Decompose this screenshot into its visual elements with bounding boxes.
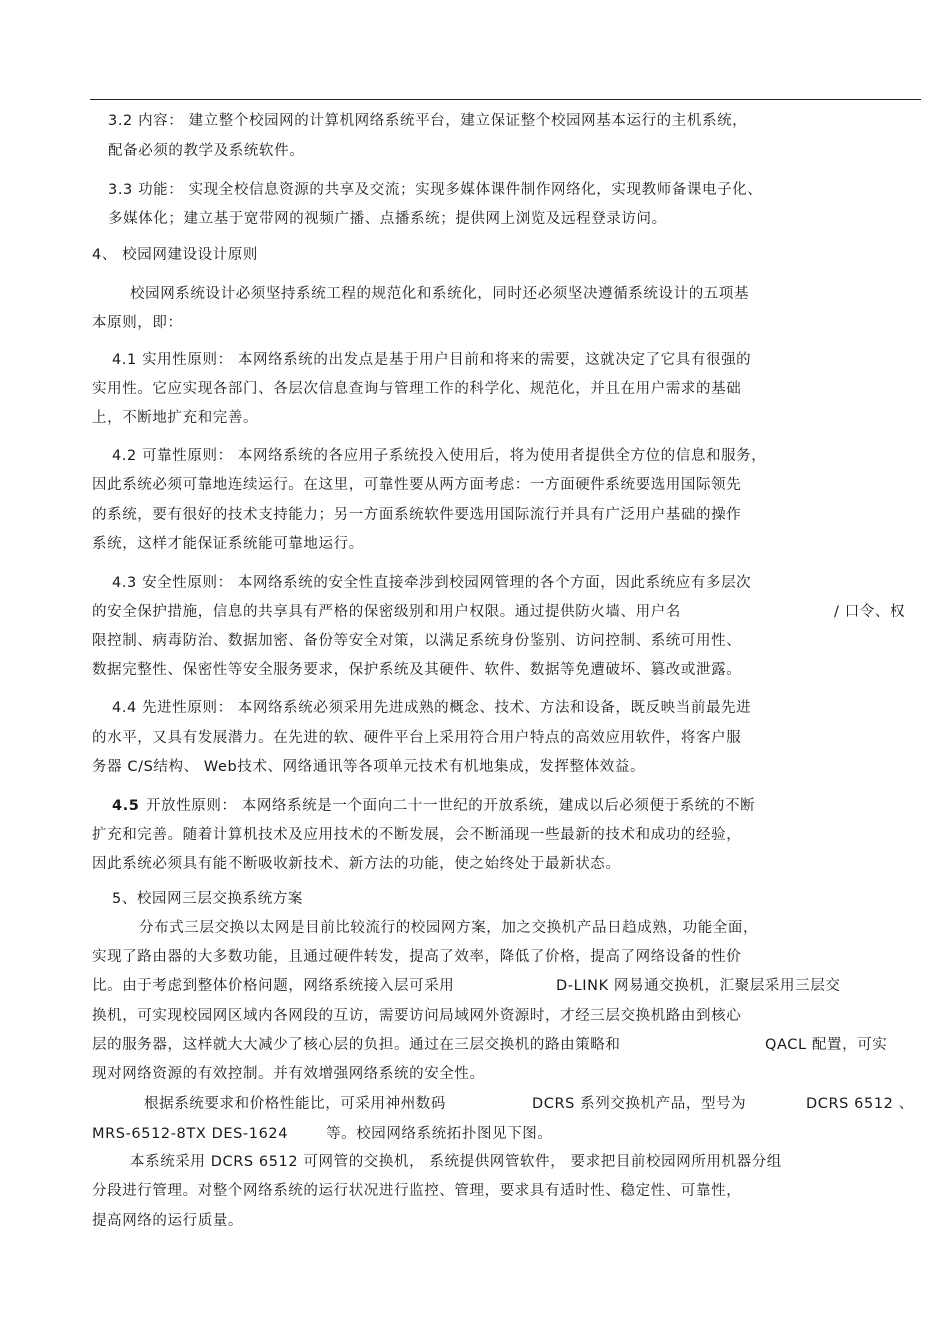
para-5a-line-3-tail: D-LINK 网易通交换机，汇聚层采用三层交 — [556, 978, 841, 994]
para-5b-line-1-tail: DCRS 6512 、 — [806, 1096, 914, 1112]
para-5b-line-2-tail: 等。校园网络系统拓扑图见下图。 — [326, 1126, 553, 1142]
section-3-2-line-1: 3.2 内容： 建立整个校园网的计算机网络系统平台，建立保证整个校园网基本运行的主机系统， — [108, 113, 748, 129]
section-4-3-line-2-tail: / 口令、权 — [834, 604, 906, 620]
section-4-1-line-3: 上，不断地扩充和完善。 — [92, 410, 259, 426]
section-4-2-line-2: 因此系统必须可靠地连续运行。在这里，可靠性要从两方面考虑：一方面硬件系统要选用国际领先 — [92, 477, 742, 493]
section-4-5-line-2: 扩充和完善。随着计算机技术及应用技术的不断发展，会不断涌现一些最新的技术和成功的经验， — [92, 827, 742, 843]
para-5a-line-5-tail: QACL 配置，可实 — [765, 1037, 888, 1053]
para-5b-line-1: 根据系统要求和价格性能比，可采用神州数码 — [144, 1096, 446, 1112]
section-4-5-line-3: 因此系统必须具有能不断吸收新技术、新方法的功能，使之始终处于最新状态。 — [92, 856, 621, 872]
para-5c-line-1: 本系统采用 DCRS 6512 可网管的交换机， 系统提供网管软件， 要求把目前校园网所用机器分组 — [130, 1154, 782, 1170]
section-4-1-line-1: 4.1 实用性原则： 本网络系统的出发点是基于用户目前和将来的需要，这就决定了它具有很强的 — [112, 352, 752, 368]
section-4-3-line-2: 的安全保护措施，信息的共享具有严格的保密级别和用户权限。通过提供防火墙、用户名 — [92, 604, 681, 620]
header-rule — [90, 99, 921, 100]
section-4-3-line-1: 4.3 安全性原则： 本网络系统的安全性直接牵涉到校园网管理的各个方面，因此系统应有多层次 — [112, 575, 752, 591]
section-4-3-line-3: 限控制、病毒防治、数据加密、备份等安全对策，以满足系统身份鉴别、访问控制、系统可用性、 — [92, 633, 742, 649]
section-4-2-line-4: 系统，这样才能保证系统能可靠地运行。 — [92, 536, 364, 552]
section-3-2-line-2: 配备必须的教学及系统软件。 — [108, 143, 305, 159]
intro-4-line-1: 校园网系统设计必须坚持系统工程的规范化和系统化，同时还必须坚决遵循系统设计的五项基 — [130, 286, 750, 302]
section-4-4-line-2: 的水平，又具有发展潜力。在先进的软、硬件平台上采用符合用户特点的高效应用软件，将客户服 — [92, 730, 742, 746]
para-5b-line-2: MRS-6512-8TX DES-1624 — [92, 1126, 289, 1142]
section-4-1-line-2: 实用性。它应实现各部门、各层次信息查询与管理工作的科学化、规范化，并且在用户需求的基础 — [92, 381, 742, 397]
para-5c-line-3: 提高网络的运行质量。 — [92, 1213, 243, 1229]
section-4-2-line-3: 的系统，要有很好的技术支持能力；另一方面系统软件要选用国际流行并具有广泛用户基础的操作 — [92, 507, 742, 523]
section-4-5-number: 4.5 — [112, 798, 140, 814]
para-5a-line-2: 实现了路由器的大多数功能，且通过硬件转发，提高了效率，降低了价格，提高了网络设备的性价 — [92, 949, 742, 965]
para-5b-line-1-mid: DCRS 系列交换机产品，型号为 — [532, 1096, 747, 1112]
intro-4-line-2: 本原则，即： — [92, 315, 183, 331]
para-5a-line-4: 换机，可实现校园网区域内各网段的互访，需要访问局域网外资源时，才经三层交换机路由到核心 — [92, 1008, 742, 1024]
section-3-3-line-1: 3.3 功能： 实现全校信息资源的共享及交流；实现多媒体课件制作网络化，实现教师备课电子化、 — [108, 182, 763, 198]
section-4-5-line-1: 开放性原则： 本网络系统是一个面向二十一世纪的开放系统，建成以后必须便于系统的不断 — [146, 798, 756, 814]
section-4-2-line-1: 4.2 可靠性原则： 本网络系统的各应用子系统投入使用后，将为使用者提供全方位的信息和服务， — [112, 448, 767, 464]
para-5a-line-5: 层的服务器，这样就大大减少了核心层的负担。通过在三层交换机的路由策略和 — [92, 1037, 621, 1053]
para-5a-line-1: 分布式三层交换以太网是目前比较流行的校园网方案，加之交换机产品日趋成熟，功能全面， — [139, 920, 759, 936]
section-3-3-line-2: 多媒体化；建立基于宽带网的视频广播、点播系统；提供网上浏览及远程登录访问。 — [108, 211, 667, 227]
section-4-3-line-4: 数据完整性、保密性等安全服务要求，保护系统及其硬件、软件、数据等免遭破坏、篡改或泄露。 — [92, 662, 742, 678]
para-5c-line-2: 分段进行管理。对整个网络系统的运行状况进行监控、管理，要求具有适时性、稳定性、可靠性， — [92, 1183, 742, 1199]
heading-5: 5、校园网三层交换系统方案 — [112, 891, 304, 907]
section-4-4-line-3: 务器 C/S结构、 Web技术、网络通讯等各项单元技术有机地集成，发挥整体效益。 — [92, 759, 646, 775]
heading-4: 4、 校园网建设设计原则 — [92, 247, 259, 263]
para-5a-line-6: 现对网络资源的有效控制。并有效增强网络系统的安全性。 — [92, 1066, 485, 1082]
section-4-4-line-1: 4.4 先进性原则： 本网络系统必须采用先进成熟的概念、技术、方法和设备，既反映当前最先进 — [112, 700, 752, 716]
para-5a-line-3: 比。由于考虑到整体价格问题，网络系统接入层可采用 — [92, 978, 455, 994]
